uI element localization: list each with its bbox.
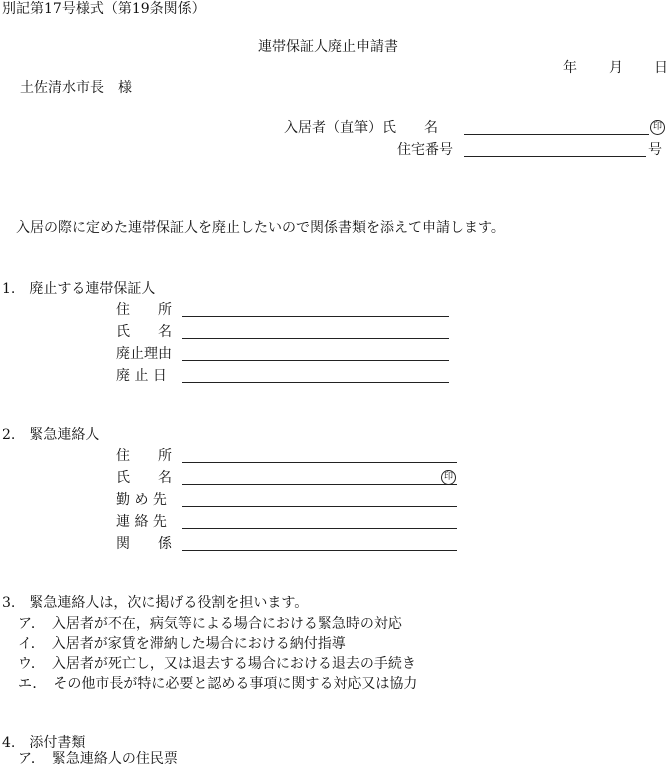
statement: 入居の際に定めた連帯保証人を廃止したいので関係書類を添えて申請します。: [16, 220, 505, 236]
list-item: ウ． 入居者が死亡し，又は退去する場合における退去の手続き: [18, 656, 416, 672]
field-line: [182, 382, 449, 383]
field-line: [182, 550, 457, 551]
applicant-name-line: [464, 134, 649, 135]
field-label: 勤 め 先: [116, 492, 167, 508]
field-label: 氏 名: [116, 470, 172, 486]
date-year-label: 年: [563, 60, 577, 76]
field-label: 関 係: [116, 536, 172, 552]
section-2-heading: 2. 緊急連絡人: [2, 427, 100, 443]
page-title: 連帯保証人廃止申請書: [258, 39, 398, 55]
house-number-suffix: 号: [648, 142, 662, 158]
field-line: [182, 462, 457, 463]
field-line: [182, 528, 457, 529]
house-number-line: [464, 156, 646, 157]
list-item: イ． 入居者が家賃を滞納した場合における納付指導: [18, 636, 346, 652]
field-label: 氏 名: [116, 324, 172, 340]
field-label: 住 所: [116, 302, 172, 318]
section-3-heading: 3. 緊急連絡人は，次に掲げる役割を担います。: [2, 595, 309, 611]
list-item: エ． その他市長が特に必要と認める事項に関する対応又は協力: [18, 676, 418, 692]
field-line: [182, 360, 449, 361]
field-label: 住 所: [116, 448, 172, 464]
applicant-seal-mark: 印: [650, 120, 665, 135]
section-4-heading: 4. 添付書類: [2, 735, 86, 751]
section-1-heading: 1. 廃止する連帯保証人: [2, 281, 156, 297]
field-line: [182, 484, 457, 485]
list-item: ア． 入居者が不在，病気等による場合における緊急時の対応: [18, 616, 402, 632]
applicant-name-label: 入居者（直筆）氏 名: [284, 120, 438, 136]
form-reference: 別記第17号様式（第19条関係）: [2, 1, 206, 17]
field-label: 連 絡 先: [116, 514, 167, 530]
date-day-label: 日: [654, 60, 668, 76]
field-line: [182, 338, 449, 339]
field-line: [182, 316, 449, 317]
field-line: [182, 506, 457, 507]
contact-seal-mark: 印: [441, 470, 456, 485]
date-month-label: 月: [609, 60, 623, 76]
field-label: 廃 止 日: [116, 368, 167, 384]
addressee: 土佐清水市長 様: [20, 80, 132, 96]
field-label: 廃止理由: [116, 346, 172, 362]
house-number-label: 住宅番号: [397, 142, 453, 158]
list-item: ア． 緊急連絡人の住民票: [18, 751, 178, 767]
